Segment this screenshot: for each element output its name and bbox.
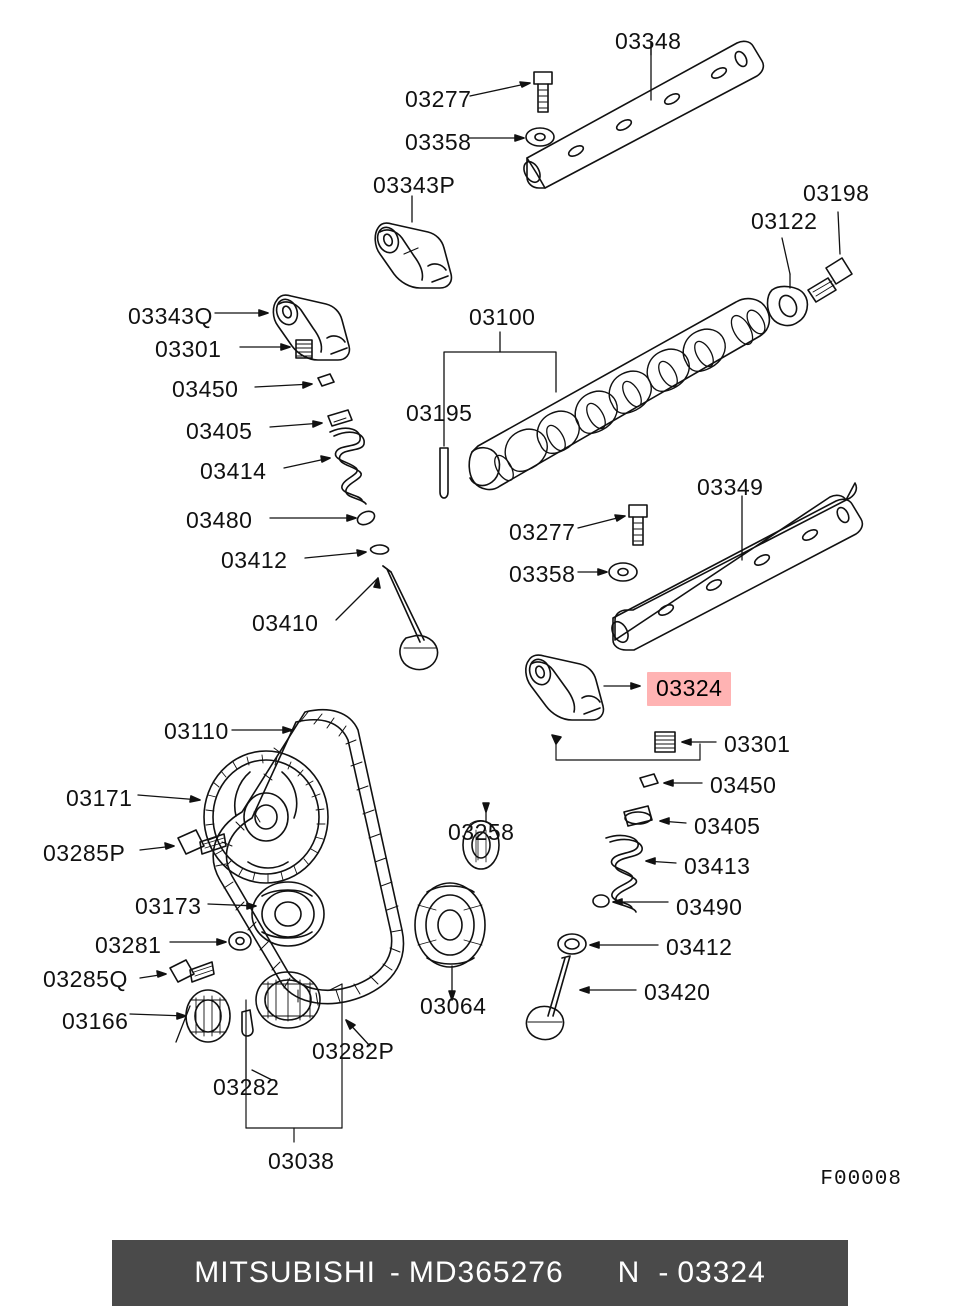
part-03410-intake-valve [336, 566, 438, 670]
part-03450-valve-cotter-left [255, 374, 334, 388]
part-label-03414: 03414 [200, 458, 267, 484]
part-label-03410: 03410 [252, 610, 319, 636]
part-03195-dowel-pin [440, 420, 448, 498]
part-03110-timing-belt [213, 710, 403, 1005]
part-03480-valve-stem-seal [270, 509, 377, 527]
part-label-03324: 03324 [647, 672, 731, 706]
part-label-03490: 03490 [676, 894, 743, 920]
part-label-03405: 03405 [186, 418, 253, 444]
part-03277-bolt-right [578, 505, 647, 545]
part-label-03450: 03450 [710, 772, 777, 798]
part-label-03173: 03173 [135, 893, 202, 919]
part-label-03285p: 03285P [43, 840, 126, 866]
part-label-03282p: 03282P [312, 1038, 395, 1064]
part-label-03343q: 03343Q [128, 303, 213, 329]
part-label-03348: 03348 [615, 28, 682, 54]
part-03064-balance-shaft-sprocket [415, 883, 485, 1000]
part-03343P-rocker-arm [374, 196, 451, 288]
part-label-03282: 03282 [213, 1074, 280, 1100]
part-03450-valve-cotter-right [640, 774, 702, 787]
part-label-03413: 03413 [684, 853, 751, 879]
part-03171-camshaft-sprocket [138, 751, 328, 883]
part-label-03122: 03122 [751, 208, 818, 234]
part-label-03450: 03450 [172, 376, 239, 402]
part-label-03285q: 03285Q [43, 966, 128, 992]
part-03414-valve-spring-left [284, 428, 366, 504]
part-03166-tension-pulley [130, 990, 230, 1042]
footer-separator: - [389, 1256, 401, 1289]
part-03277-bolt-top [470, 72, 552, 112]
part-label-03358: 03358 [405, 129, 472, 155]
footer-bar [0, 1240, 960, 1306]
part-03285P-bolt [140, 830, 226, 854]
part-03281-washer [170, 932, 251, 950]
part-label-03171: 03171 [66, 785, 133, 811]
part-label-03480: 03480 [186, 507, 253, 533]
part-03173-tensioner-pulley [208, 882, 324, 946]
footer-left-pad [0, 1240, 112, 1306]
part-label-03064: 03064 [420, 993, 487, 1019]
part-label-03277: 03277 [509, 519, 576, 545]
part-label-03166: 03166 [62, 1008, 129, 1034]
part-03285Q-bolt [140, 960, 214, 982]
part-label-03195: 03195 [406, 400, 473, 426]
part-label-03301: 03301 [724, 731, 791, 757]
part-label-03258: 03258 [448, 819, 515, 845]
part-label-03412: 03412 [666, 934, 733, 960]
brand-label: MITSUBISHI [194, 1256, 376, 1289]
part-label-03343p: 03343P [373, 172, 456, 198]
drawing-code: F00008 [820, 1168, 902, 1191]
group-separator: - [658, 1256, 670, 1289]
part-03348-rocker-shaft [521, 41, 764, 188]
part-label-03038: 03038 [268, 1148, 335, 1174]
footer-right-pad [848, 1240, 960, 1306]
part-label-03412: 03412 [221, 547, 288, 573]
part-03358-washer-top [470, 128, 554, 146]
group-number: 03324 [677, 1256, 766, 1289]
part-03405-spring-retainer-right [624, 806, 686, 826]
part-03358-washer-right [578, 563, 637, 581]
part-label-03110: 03110 [164, 718, 229, 744]
part-label-03358: 03358 [509, 561, 576, 587]
part-03490-valve-stem-seal [593, 895, 668, 907]
part-03412-spring-seat-left [305, 545, 389, 558]
part-label-03277: 03277 [405, 86, 472, 112]
part-label-03301: 03301 [155, 336, 222, 362]
part-label-03405: 03405 [694, 813, 761, 839]
part-03301-adjusting-screw-right [655, 732, 716, 752]
part-label-03198: 03198 [803, 180, 870, 206]
part-label-03100: 03100 [469, 304, 536, 330]
part-label-03420: 03420 [644, 979, 711, 1005]
part-label-03281: 03281 [95, 932, 162, 958]
part-label-03349: 03349 [697, 474, 764, 500]
part-number: MD365276 [408, 1256, 564, 1289]
part-03122-sensor-ring [768, 238, 808, 325]
part-03420-exhaust-valve [526, 956, 636, 1040]
group-letter: N [617, 1256, 641, 1289]
part-03412-spring-seat-right [558, 934, 658, 954]
part-03405-spring-retainer-left [270, 410, 352, 427]
